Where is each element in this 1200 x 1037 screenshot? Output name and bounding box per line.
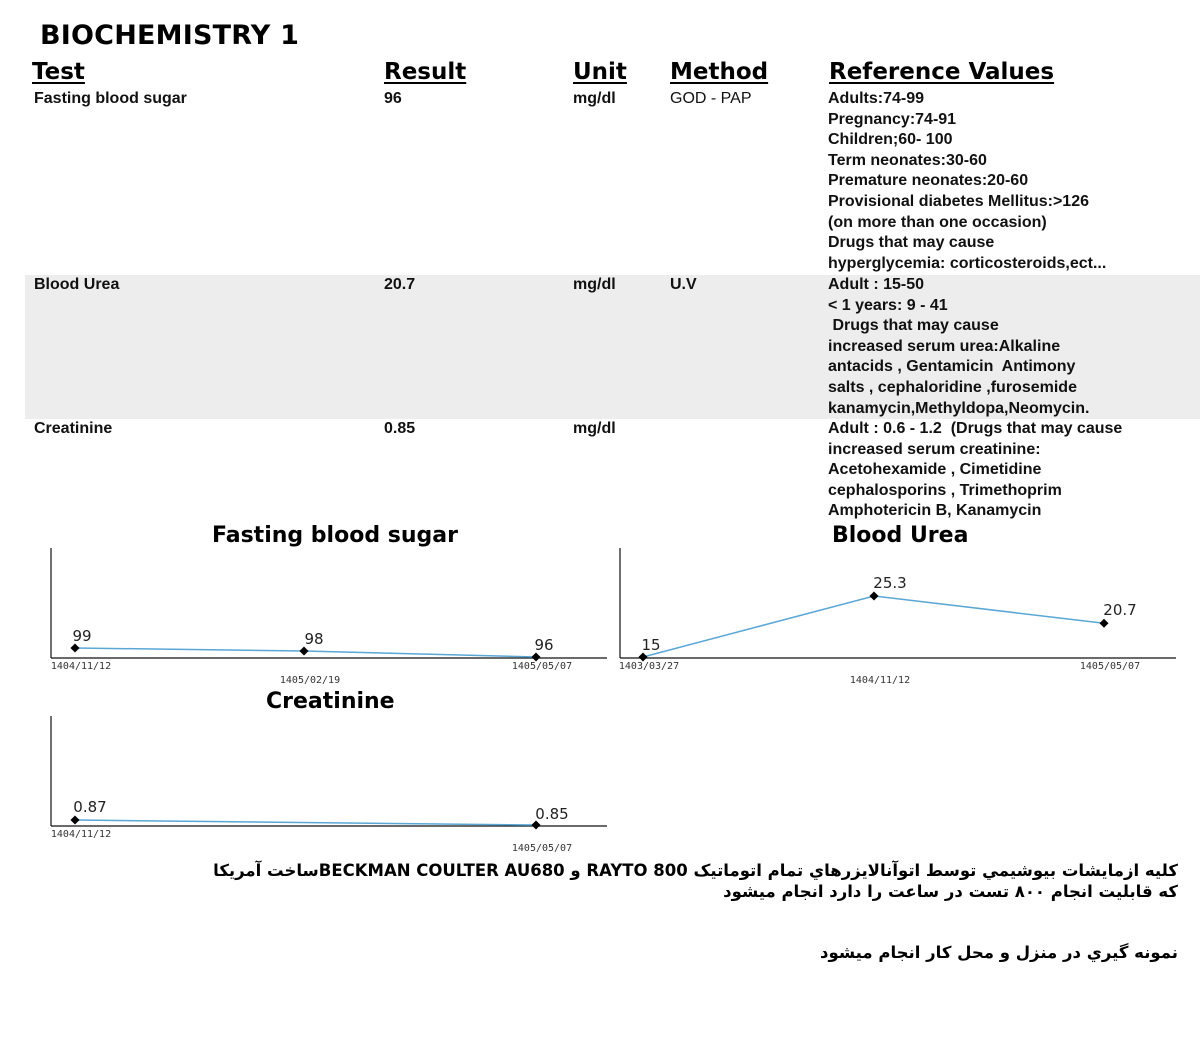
- column-header-test: Test: [32, 59, 85, 85]
- footer-sampling-note: نمونه گیري در منزل و محل کار انجام میشود: [820, 943, 1178, 962]
- x-tick-label: 1405/05/07: [1079, 661, 1141, 672]
- reference-line: Drugs that may cause: [828, 234, 995, 252]
- page-title: BIOCHEMISTRY 1: [40, 20, 300, 51]
- reference-line: Drugs that may cause: [828, 317, 999, 335]
- reference-line: hyperglycemia: corticosteroids,ect...: [828, 254, 1107, 272]
- reference-line: cephalosporins , Trimethoprim: [828, 481, 1062, 499]
- method-value: GOD - PAP: [670, 90, 752, 107]
- column-header-unit: Unit: [573, 59, 627, 85]
- x-tick-label: 1404/11/12: [50, 829, 112, 840]
- reference-line: Pregnancy:74-91: [828, 110, 957, 128]
- reference-line: kanamycin,Methyldopa,Neomycin.: [828, 399, 1090, 417]
- data-label: 96: [534, 636, 554, 654]
- column-header-reference: Reference Values: [829, 59, 1055, 85]
- reference-line: Provisional diabetes Mellitus:>126: [828, 192, 1089, 210]
- reference-line: Premature neonates:20-60: [828, 172, 1029, 190]
- data-label: 99: [72, 627, 92, 645]
- unit-value: mg/dl: [573, 90, 616, 107]
- data-label: 25.3: [873, 574, 907, 592]
- x-tick-label: 1403/03/27: [618, 661, 680, 672]
- result-value: 0.85: [384, 420, 416, 437]
- footer-analyzer-note: کلیه ازمایشات بیوشیمي توسط اتوآنالایزرهاي تمام اتوماتیک RAYTO 800 و BECKMAN COULTER AU680ساخت آمریکا: [213, 861, 1178, 880]
- footer-capacity-note: که قابلیت انجام ۸۰۰ تست در ساعت را دارد انجام میشود: [723, 882, 1178, 901]
- x-tick-label: 1405/05/07: [511, 661, 573, 672]
- data-point: [1099, 619, 1108, 628]
- test-name: Fasting blood sugar: [34, 90, 187, 107]
- data-point: [869, 591, 878, 600]
- reference-line: Adult : 0.6 - 1.2 (Drugs that may cause: [828, 420, 1123, 437]
- reference-line: Adult : 15-50: [828, 276, 925, 293]
- reference-line: < 1 years: 9 - 41: [828, 296, 948, 314]
- data-label: 98: [304, 630, 324, 648]
- method-value: U.V: [670, 276, 697, 293]
- test-name: Blood Urea: [34, 276, 120, 293]
- reference-line: (on more than one occasion): [828, 213, 1047, 231]
- chart-title-urea: Blood Urea: [832, 523, 969, 548]
- chart-series-line: [643, 596, 1104, 657]
- data-label: 20.7: [1103, 601, 1137, 620]
- reference-line: Term neonates:30-60: [828, 151, 987, 169]
- x-tick-label: 1404/11/12: [50, 661, 112, 672]
- reference-line: Amphotericin B, Kanamycin: [828, 502, 1042, 520]
- chart-series-line: [75, 820, 536, 825]
- data-label: 0.85: [535, 805, 569, 823]
- data-label: 15: [641, 636, 661, 654]
- reference-line: Acetohexamide , Cimetidine: [828, 461, 1042, 479]
- column-header-result: Result: [384, 59, 467, 85]
- x-tick-label: 1405/05/07: [511, 843, 573, 854]
- unit-value: mg/dl: [573, 276, 616, 293]
- x-tick-label: 1405/02/19: [279, 675, 341, 686]
- reference-line: antacids , Gentamicin Antimony: [828, 358, 1076, 376]
- unit-value: mg/dl: [573, 420, 616, 437]
- x-tick-label: 1404/11/12: [849, 675, 911, 686]
- column-header-method: Method: [670, 59, 769, 85]
- data-label: 0.87: [73, 798, 107, 816]
- reference-line: increased serum creatinine:: [828, 440, 1041, 458]
- reference-line: salts , cephaloridine ,furosemide: [828, 378, 1077, 396]
- chart-title-fbs: Fasting blood sugar: [212, 523, 458, 548]
- test-name: Creatinine: [34, 420, 113, 437]
- result-value: 20.7: [384, 276, 416, 293]
- reference-line: increased serum urea:Alkaline: [828, 337, 1061, 355]
- data-point: [70, 815, 79, 824]
- chart-title-creatinine: Creatinine: [266, 689, 395, 714]
- reference-line: Adults:74-99: [828, 90, 925, 107]
- reference-line: Children;60- 100: [828, 131, 953, 149]
- result-value: 96: [384, 90, 402, 107]
